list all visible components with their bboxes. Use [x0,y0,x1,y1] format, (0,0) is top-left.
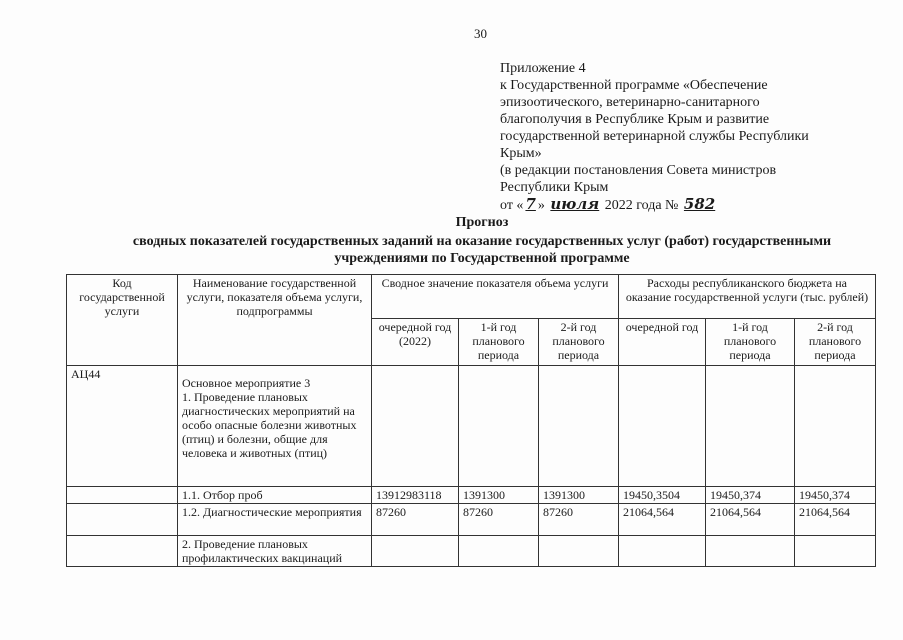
header-volume-year1: 1-й год планового периода [459,319,539,366]
cell-volume-year1 [459,366,539,487]
appendix-line: благополучия в Республике Крым и развитие [500,112,770,127]
cell-volume-current: 87260 [372,504,459,536]
cell-expenses-year2: 21064,564 [795,504,876,536]
table-row [67,536,876,567]
cell-volume-year1 [459,536,539,567]
forecast-table [66,274,876,567]
page-number: 30 [474,26,487,41]
cell-volume-year2 [539,366,619,487]
cell-expenses-year1 [706,536,795,567]
cell-volume-current: 13912983118 [372,487,459,504]
appendix-line: Приложение 4 [500,61,586,76]
appendix-header [500,60,890,214]
document-subtitle-line1: сводных показателей государственных заданий на оказание государственных услуг (работ) государственными [132,234,832,249]
cell-volume-year2 [539,536,619,567]
cell-expenses-year1: 21064,564 [706,504,795,536]
date-prefix: от « [500,198,524,213]
cell-expenses-year1 [706,366,795,487]
appendix-line: государственной ветеринарной службы Республики [500,129,809,144]
table-row [67,504,876,536]
cell-expenses-year2 [795,366,876,487]
cell-volume-year1: 1391300 [459,487,539,504]
cell-volume-current [372,536,459,567]
cell-volume-year1: 87260 [459,504,539,536]
cell-code [67,536,178,567]
appendix-line: к Государственной программе «Обеспечение [500,78,768,93]
header-expenses-year2: 2-й год планового периода [795,319,876,366]
document-subtitle-line2: учреждениями по Государственной программе [334,251,630,266]
appendix-line: (в редакции постановления Совета министров [500,163,777,178]
header-volume: Сводное значение показателя объема услуги [372,275,619,319]
cell-name: 1.2. Диагностические мероприятия [178,504,372,536]
header-name: Наименование государственной услуги, показателя объема услуги, подпрограммы [178,275,372,366]
date-day-handwritten: 7 [525,195,536,213]
appendix-date-line [500,196,890,214]
cell-expenses-current: 19450,3504 [619,487,706,504]
header-expenses-year1: 1-й год планового периода [706,319,795,366]
cell-expenses-current [619,536,706,567]
cell-expenses-current: 21064,564 [619,504,706,536]
header-expenses: Расходы республиканского бюджета на оказание государственной услуги (тыс. рублей) [619,275,876,319]
cell-volume-year2: 87260 [539,504,619,536]
cell-expenses-year2: 19450,374 [795,487,876,504]
cell-name: 2. Проведение плановых профилактических вакцинаций [178,536,372,567]
header-volume-current: очередной год (2022) [372,319,459,366]
cell-expenses-year2 [795,536,876,567]
document-title: Прогноз [455,215,509,230]
appendix-line: Крым» [500,146,542,161]
cell-name: 1.1. Отбор проб [178,487,372,504]
date-year: 2022 года № [604,198,679,213]
cell-volume-current [372,366,459,487]
cell-code: АЦ44 [67,366,178,487]
cell-code [67,504,178,536]
table-row [67,487,876,504]
header-expenses-current: очередной год [619,319,706,366]
header-volume-year2: 2-й год планового периода [539,319,619,366]
date-month-handwritten: июля [550,195,600,213]
appendix-line: эпизоотического, ветеринарно-санитарного [500,95,760,110]
header-row [67,275,876,319]
appendix-line: Республики Крым [500,180,609,195]
document-number-handwritten: 582 [683,195,716,213]
cell-name: Основное мероприятие 3 1. Проведение плановых диагностических мероприятий на особо опасные болезни животных (птиц) и болезни, общие для человека и животных (птиц) [178,366,372,487]
cell-code [67,487,178,504]
header-code: Код государственной услуги [67,275,178,366]
cell-volume-year2: 1391300 [539,487,619,504]
cell-expenses-current [619,366,706,487]
cell-expenses-year1: 19450,374 [706,487,795,504]
date-mid: » [537,198,545,213]
table-row [67,366,876,487]
